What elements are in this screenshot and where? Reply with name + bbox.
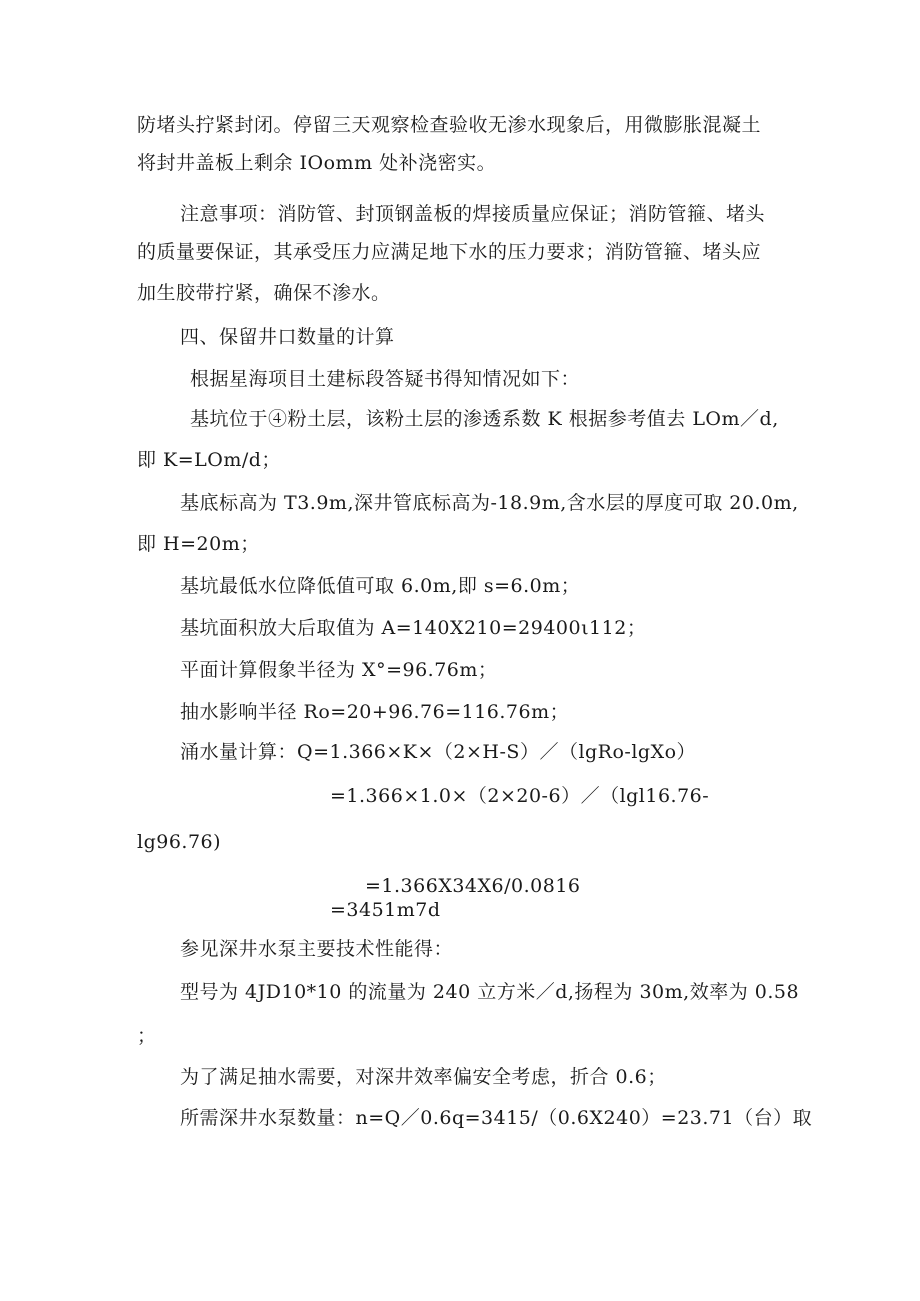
text-line: 基坑面积放大后取值为 A=140X210=29400ι112； (180, 617, 647, 639)
text-line: 即 K=LOm/d； (137, 449, 281, 471)
text-line: 基坑位于④粉土层，该粉土层的渗透系数 K 根据参考值去 LOm／d, (190, 408, 779, 430)
text-line: 基坑最低水位降低值可取 6.0m,即 s=6.0m； (180, 575, 581, 597)
text-line: 根据星海项目土建标段答疑书得知情况如下： (190, 368, 581, 390)
text-line: 为了满足抽水需要，对深井效率偏安全考虑，折合 0.6； (180, 1066, 667, 1088)
formula-line: 涌水量计算：Q=1.366×K×（2×H-S）／（lgRo-lgXo） (180, 741, 697, 763)
text-line: 的质量要保证，其承受压力应满足地下水的压力要求；消防管箍、堵头应 (137, 241, 762, 263)
text-line: 即 H=20m； (137, 533, 260, 555)
text-line: 所需深井水泵数量：n=Q／0.6q=3415/（0.6X240）=23.71（台）取 (180, 1107, 813, 1129)
text-line: 注意事项：消防管、封顶钢盖板的焊接质量应保证；消防管箍、堵头 (180, 203, 766, 225)
text-line: 防堵头拧紧封闭。停留三天观察检查验收无渗水现象后，用微膨胀混凝土 (137, 114, 762, 136)
formula-result: =3451m7d (330, 899, 441, 921)
formula-line: =1.366X34X6/0.0816 (365, 875, 581, 897)
text-line: 基底标高为 T3.9m,深井管底标高为-18.9m,含水层的厚度可取 20.0m, (180, 492, 799, 514)
text-line: 加生胶带拧紧，确保不渗水。 (137, 282, 391, 304)
text-line: 型号为 4JD10*10 的流量为 240 立方米／d,扬程为 30m,效率为 0.58 (180, 981, 800, 1003)
formula-line: =1.366×1.0×（2×20-6）／（lgl16.76- (330, 785, 710, 807)
text-line: ； (137, 1025, 157, 1047)
text-line: 将封井盖板上剩余 IOomm 处补浇密实。 (137, 152, 497, 174)
text-line: 抽水影响半径 Ro=20+96.76=116.76m； (180, 701, 570, 723)
text-line: 参见深井水泵主要技术性能得： (180, 938, 454, 960)
text-line: 平面计算假象半径为 X°=96.76m； (180, 659, 498, 681)
formula-line: lg96.76) (137, 831, 222, 853)
section-heading: 四、保留井口数量的计算 (180, 326, 395, 348)
